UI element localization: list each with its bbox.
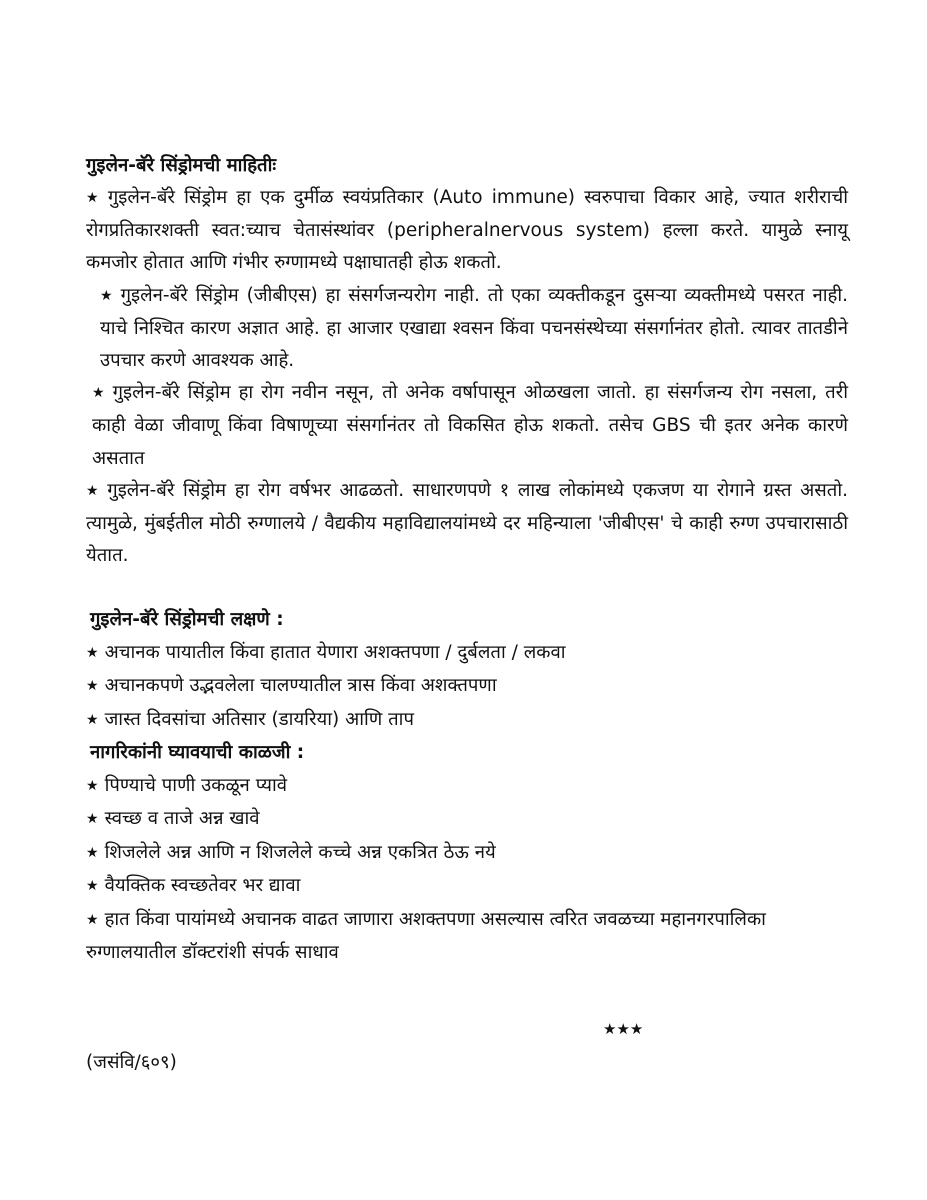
precaution-text: शिजलेले अन्न आणि न शिजलेले कच्चे अन्न एकत्रित ठेऊ नये [104, 841, 496, 863]
section-heading-symptoms: गुइलेन-बॅरे सिंड्रोमची लक्षणे : [90, 609, 284, 631]
paragraph-text: गुइलेन-बॅरे सिंड्रोम (जीबीएस) हा संसर्गजन्यरोग नाही. तो एका व्यक्तीकडून दुसऱ्या व्यक्तीमध्ये पसरत नाही. याचे निश्चित कारण अज्ञात आहे. हा आजार एखाद्या श्वसन किंवा पचनसंस्थेच्या संसर्गानंतर होतो. त्यावर तातडीने उपचार करणे आवश्यक आहे. [100, 284, 848, 372]
star-bullet-icon: ★ [86, 878, 99, 895]
section-heading-precautions: नागरिकांनी घ्यावयाची काळजी : [90, 742, 305, 764]
document-body [86, 150, 848, 970]
star-bullet-icon: ★ [86, 911, 99, 928]
star-bullet-icon: ★ [100, 287, 115, 304]
precaution-item [86, 870, 848, 904]
precaution-text: स्वच्छ व ताजे अन्न खावे [104, 808, 260, 830]
paragraph-text: गुइलेन-बॅरे सिंड्रोम हा एक दुर्मीळ स्वयंप्रतिकार (Auto immune) स्वरुपाचा विकार आहे, ज्यात शरीराची रोगप्रतिकारशक्ती स्वत:च्याच चेतासंस्थांवर (peripheralnervous system) हल्ला करते. यामुळे स्नायू कमजोर होतात आणि गंभीर रुग्णामध्ये पक्षाघातही होऊ शकतो. [86, 187, 848, 274]
star-bullet-icon: ★ [86, 678, 99, 695]
precaution-item [86, 770, 848, 804]
precaution-item [86, 904, 848, 970]
precaution-text: पिण्याचे पाणी उकळून प्यावे [104, 774, 288, 796]
info-paragraph-1 [86, 182, 848, 280]
info-paragraph-4 [86, 475, 848, 573]
precaution-text: हात किंवा पायांमध्ये अचानक वाढत जाणारा अशक्तपणा असल्यास त्वरित जवळच्या महानगरपालिका रुग्णालयातील डॉक्टरांशी संपर्क साधाव [86, 908, 766, 964]
star-bullet-icon: ★ [86, 644, 99, 661]
precaution-item [86, 803, 848, 837]
symptom-item [86, 670, 848, 704]
symptom-item [86, 704, 848, 738]
star-bullet-icon: ★ [86, 844, 99, 861]
info-paragraph-3 [86, 377, 848, 475]
star-bullet-icon: ★ [86, 190, 102, 206]
paragraph-text: गुइलेन-बॅरे सिंड्रोम हा रोग वर्षभर आढळतो. साधारणपणे १ लाख लोकांमध्ये एकजण या रोगाने ग्रस्त असतो. त्यामुळे, मुंबईतील मोठी रुग्णालये / वैद्यकीय महाविद्यालयांमध्ये दर महिन्याला 'जीबीएस' चे काही रुग्ण उपचारासाठी येतात. [86, 479, 848, 567]
star-bullet-icon: ★ [86, 777, 99, 794]
star-bullet-icon: ★ [86, 482, 102, 499]
star-bullet-icon: ★ [86, 811, 99, 828]
symptom-item [86, 637, 848, 671]
paragraph-text: गुइलेन-बॅरे सिंड्रोम हा रोग नवीन नसून, तो अनेक वर्षापासून ओळखला जातो. हा संसर्गजन्य रोग नसला, तरी काही वेळा जीवाणू किंवा विषाणूच्या संसर्गानंतर तो विकसित होऊ शकतो. तसेच GBS ची इतर अनेक कारणे असतात [92, 382, 848, 469]
document-reference: (जसंवि/६०९) [86, 1052, 177, 1073]
info-paragraph-2 [86, 280, 848, 378]
section-spacer [86, 572, 848, 604]
star-bullet-icon: ★ [86, 711, 99, 728]
end-stars-divider: ★★★ [603, 1020, 644, 1038]
symptom-text: अचानक पायातील किंवा हातात येणारा अशक्तपणा / दुर्बलता / लकवा [104, 641, 566, 663]
precaution-text: वैयक्तिक स्वच्छतेवर भर द्यावा [104, 875, 301, 897]
symptom-text: अचानकपणे उद्भवलेला चालण्यातील त्रास किंवा अशक्तपणा [104, 675, 497, 697]
section-heading-info: गुइलेन-बॅरे सिंड्रोमची माहितीः [86, 155, 277, 176]
symptom-text: जास्त दिवसांचा अतिसार (डायरिया) आणि ताप [104, 708, 414, 730]
precaution-item [86, 837, 848, 871]
star-bullet-icon: ★ [92, 385, 107, 402]
